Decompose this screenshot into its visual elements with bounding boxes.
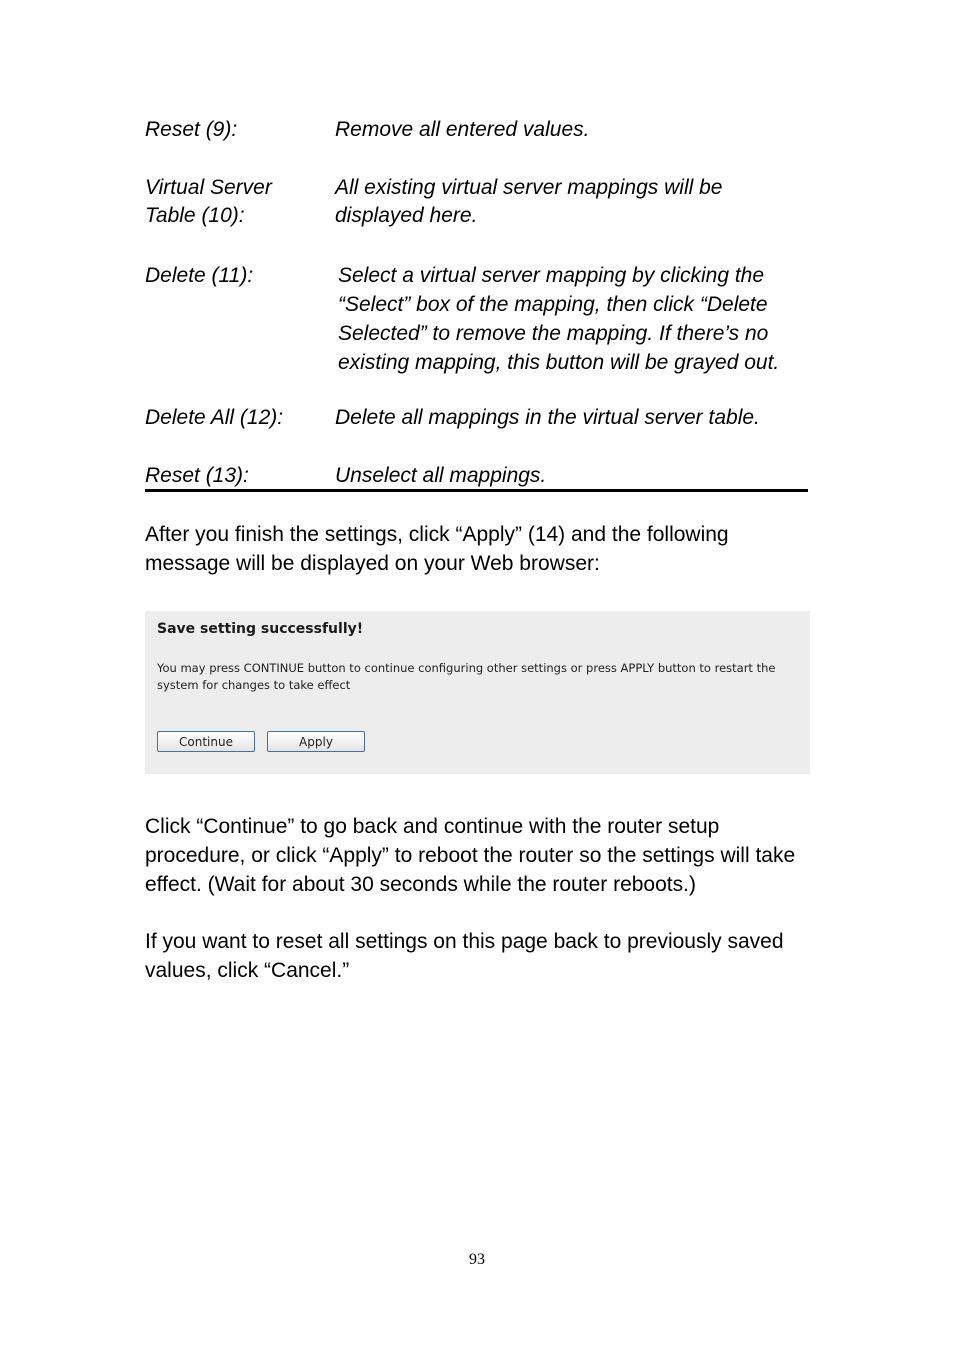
cancel-paragraph: If you want to reset all settings on this page back to previously saved values, click “Cancel.” [145, 930, 784, 982]
table-bottom-rule [145, 489, 808, 492]
definition-description: Select a virtual server mapping by clicking the “Select” box of the mapping, then click “Delete Selected” to remove the mapping. If there’s no existing mapping, this button will be grayed out. [338, 264, 780, 374]
dialog-message: You may press CONTINUE button to continue configuring other settings or press APPLY button to restart the system for changes to take effect [157, 661, 776, 692]
dialog-title: Save setting successfully! [157, 621, 364, 637]
definition-term: Delete (11): [145, 264, 254, 287]
definition-description: All existing virtual server mappings will be displayed here. [335, 176, 723, 227]
definition-term: Reset (9): [145, 118, 238, 141]
definition-description: Delete all mappings in the virtual server table. [335, 406, 760, 429]
definition-description: Remove all entered values. [335, 118, 590, 141]
definition-description: Unselect all mappings. [335, 464, 547, 487]
definition-term: Delete All (12): [145, 406, 284, 429]
definition-term: Reset (13): [145, 464, 249, 487]
continue-paragraph: Click “Continue” to go back and continue with the router setup procedure, or click “Apply” to reboot the router so the settings will take effect. (Wait for about 30 seconds while the router reboots.) [145, 815, 796, 896]
intro-paragraph: After you finish the settings, click “Apply” (14) and the following message will be displayed on your Web browser: [145, 523, 729, 575]
save-success-dialog [145, 611, 810, 774]
continue-button[interactable]: Continue [157, 731, 255, 752]
page-number: 93 [469, 1251, 485, 1268]
definition-term: Virtual Server Table (10): [145, 176, 272, 227]
apply-button[interactable]: Apply [267, 731, 365, 752]
